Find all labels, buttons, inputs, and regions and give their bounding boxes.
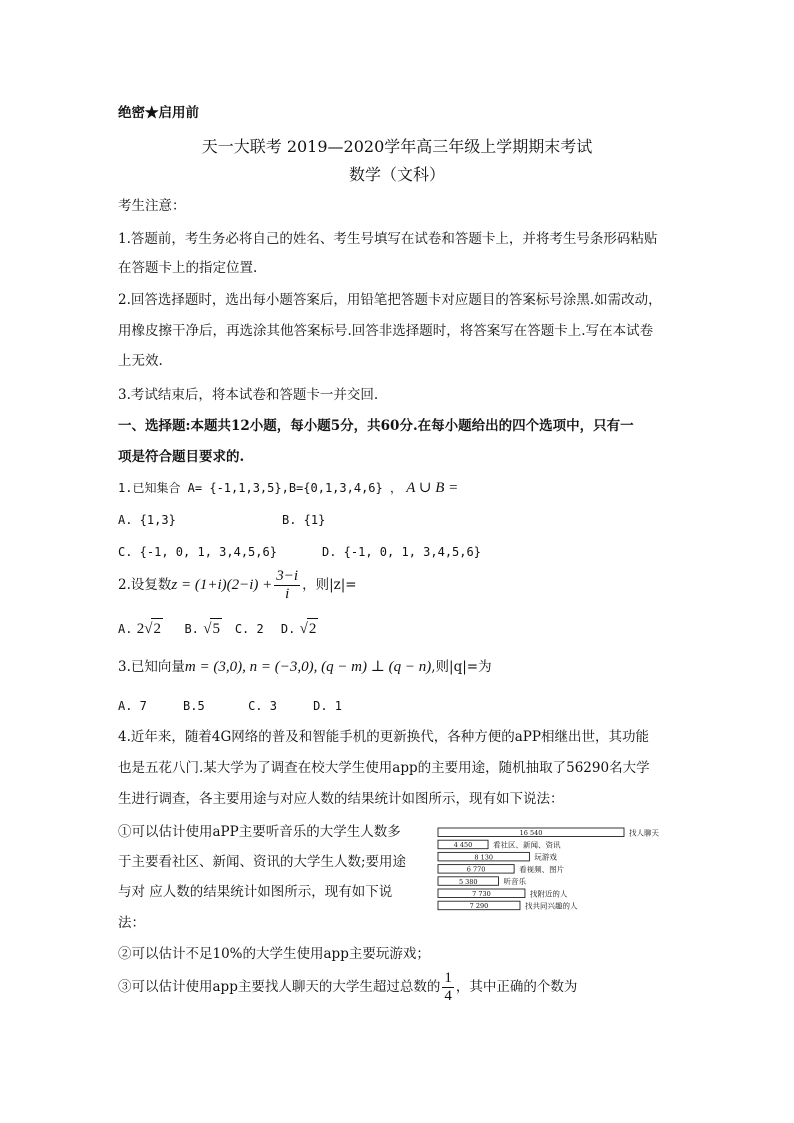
q4-statement-1: ①可以估计使用aPP主要听音乐的大学生人数多 [118,824,401,840]
q4-statement-1-cont: 于主要看社区、新闻、资讯的大学生人数;要用途 [118,854,407,870]
q2-option-b-label: B. [184,622,199,636]
q2-stem [118,568,357,603]
notice-item-3: 3.考试结束后，将本试卷和答题卡一并交回. [118,387,379,403]
notice-heading: 考生注意： [118,198,186,214]
notice-item-2-cont2: 上无效. [118,353,163,369]
q3-option-d: D. 1 [313,699,343,713]
q3-option-b: B.5 [183,699,205,713]
q4-statement-3 [118,970,577,1005]
q2-stem-suffix: ，则|z|= [302,577,357,593]
bar-category-label-2: 看社区、新闻、资讯 [493,840,561,850]
q4-statement-1-cont2: 与对 应人数的结果统计如图所示，现有如下说 [118,884,393,900]
q1-option-b: B. {1} [282,513,326,527]
bar-value-label-4: 6 770 [466,865,486,874]
q2-options: A. 2√2 B. √5 C. 2 D. √2 [118,618,318,639]
q4-para-3: 生进行调查，各主要用途与对应人数的结果统计如图所示，现有如下说法： [118,791,564,807]
q3-expr: m = (3,0), n = (−3,0), (q − m) ⊥ (q − n) [184,659,432,675]
q4-statement-3-suffix: ，其中正确的个数为 [455,979,578,995]
q3-stem-suffix: ,则|q|=为 [431,659,492,675]
q4-fraction-num: 1 [444,970,452,986]
q4-statement-1-cont3: 法： [118,915,145,931]
q3-stem [118,657,492,677]
q1-stem-text: 1.已知集合 A= {-1,1,3,5},B={0,1,3,4,6} ， [118,481,402,495]
section1-heading-cont: 项是符合题目要求的. [118,449,245,465]
usage-bar-chart [436,826,696,922]
notice-item-2: 2.回答选择题时，选出每小题答案后，用铅笔把答题卡对应题目的答案标号涂黑.如需改动， [118,292,662,308]
q4-fraction [442,970,454,1005]
q2-option-b-rad: 5 [210,618,222,639]
q2-fraction [274,568,300,603]
bar-category-label-3: 玩游戏 [534,852,557,862]
q2-fraction-num: 3−i [276,568,299,584]
notice-item-2-cont: 用橡皮擦干净后，再选涂其他答案标号.回答非选择题时，将答案写在答题卡上.写在本试卷 [118,323,654,339]
bar-category-label-4: 看视频、图片 [519,864,565,874]
q3-option-c: C. 3 [248,699,277,713]
bar-category-label-1: 找人聊天 [629,828,659,838]
bar-value-label-3: 8 130 [474,853,494,862]
q2-option-a-rad: 2 [151,618,163,639]
q3-stem-prefix: 3.已知向量 [118,659,185,675]
q4-fraction-den: 4 [444,988,452,1004]
q3-option-a: A. 7 [118,699,147,713]
exam-title: 天一大联考 2019—2020学年高三年级上学期期末考试 [201,137,593,156]
bar-value-label-5: 5 380 [458,877,478,886]
q2-option-d-label: D. [280,622,296,636]
q2-option-c: C. 2 [234,622,264,636]
bar-category-label-5: 听音乐 [503,877,527,887]
q2-fraction-den: i [285,586,290,602]
q2-option-a-coef: 2 [136,621,145,637]
q1-expr: A ∪ B = [406,480,459,496]
secret-mark: 绝密★启用前 [118,105,199,121]
section1-heading: 一、选择题:本题共12小题，每小题5分，共60分.在每小题给出的四个选项中，只有一 [118,418,634,434]
bar-category-label-6: 找附近的人 [529,889,568,899]
q4-para-1: 4.近年来，随着4G网络的普及和智能手机的更新换代，各种方便的aPP相继出世，其功能 [118,729,649,745]
notice-item-1-cont: 在答题卡上的指定位置. [118,260,258,276]
notice-item-1: 1.答题前，考生务必将自己的姓名、考生号填写在试卷和答题卡上，并将考生号条形码粘贴 [118,231,658,247]
bar-value-label-7: 7 290 [469,902,489,911]
q4-para-2: 也是五花八门.某大学为了调查在校大学生使用app的主要用途，随机抽取了56290名大学 [118,760,650,776]
q1-option-d: D. {-1, 0, 1, 3,4,5,6} [322,545,481,559]
q4-statement-2: ②可以估计不足10%的大学生使用app主要玩游戏； [118,946,430,962]
q2-stem-prefix: 2.设复数 [118,577,172,593]
q3-options [118,696,342,716]
bar-value-label-6: 7 730 [472,890,491,898]
exam-subtitle: 数学（文科） [348,165,445,184]
bar-value-label-1: 16 540 [519,829,543,837]
bar-category-label-7: 找共同兴趣的人 [524,901,578,911]
q1-option-c: C. {-1, 0, 1, 3,4,5,6} [118,545,277,559]
q1-stem [118,478,458,498]
bar-value-label-2: 4 450 [453,841,473,850]
q2-expr: z = (1+i)(2−i) + [171,577,273,593]
q1-option-a: A. {1,3} [118,513,176,527]
q4-statement-3-prefix: ③可以估计使用app主要找人聊天的大学生超过总数的 [118,979,441,995]
q2-option-a-label: A. [118,622,133,636]
q2-option-d-rad: 2 [307,618,319,639]
